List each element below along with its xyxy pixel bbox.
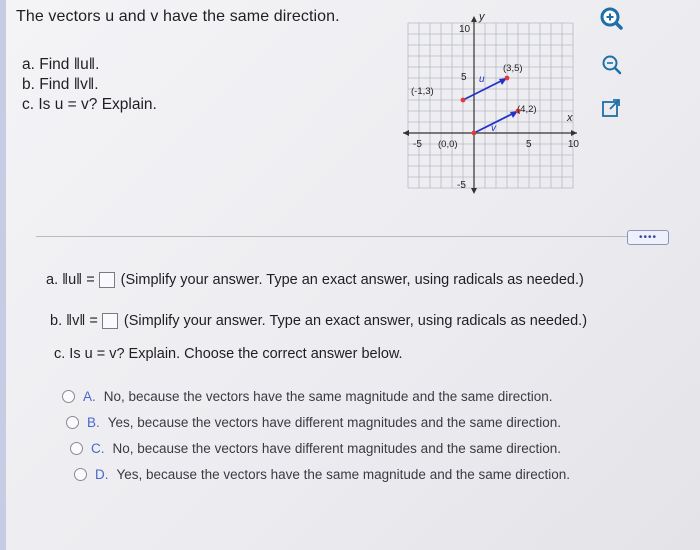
- question-part-text: Is u = v? Explain.: [38, 96, 157, 113]
- question-part-letter: b.: [22, 76, 35, 93]
- question-part-letter: a.: [22, 56, 35, 73]
- answer-hint: (Simplify your answer. Type an exact answer, using radicals as needed.): [120, 272, 584, 288]
- question-part-letter: c.: [22, 96, 35, 113]
- point-label: (0,0): [438, 139, 458, 150]
- question-part-b: [22, 76, 99, 94]
- option-text: Yes, because the vectors have the same magnitude and the same direction.: [116, 467, 571, 482]
- x-axis-arrow-left: [403, 130, 409, 136]
- option-letter: A.: [83, 389, 96, 404]
- radio-button[interactable]: [66, 416, 79, 429]
- point-label: (-1,3): [411, 86, 434, 97]
- question-part-text: Find ‖u‖.: [39, 56, 100, 73]
- answer-part-b: [50, 313, 587, 329]
- answer-input-b[interactable]: [102, 313, 118, 329]
- option-b[interactable]: [66, 415, 561, 430]
- y-tick-10: 10: [459, 24, 471, 35]
- y-tick-neg5: -5: [457, 180, 466, 191]
- section-divider: [36, 236, 636, 237]
- y-axis-label: y: [479, 11, 485, 23]
- x-axis-arrow-right: [571, 130, 577, 136]
- option-letter: C.: [91, 441, 105, 456]
- point-origin: [472, 131, 477, 136]
- radio-button[interactable]: [62, 390, 75, 403]
- radio-button[interactable]: [70, 442, 83, 455]
- question-part-c: [22, 96, 157, 114]
- point-neg1-3: [461, 98, 466, 103]
- point-3-5: [505, 76, 510, 81]
- option-text: Yes, because the vectors have different magnitudes and the same direction.: [107, 415, 562, 430]
- answer-label: a. ‖u‖ =: [46, 272, 95, 288]
- zoom-in-icon: [598, 5, 624, 31]
- question-panel: [6, 0, 700, 238]
- y-tick-5: 5: [461, 72, 467, 83]
- vector-v-label: v: [491, 123, 496, 134]
- option-text: No, because the vectors have different magnitudes and the same direction.: [112, 441, 562, 456]
- x-tick-neg5: -5: [413, 139, 422, 150]
- question-part-a: [22, 56, 99, 74]
- y-axis-arrow-down: [471, 188, 477, 194]
- zoom-out-icon: [599, 52, 623, 76]
- vector-u-label: u: [479, 74, 485, 85]
- point-label: (4,2): [517, 104, 537, 115]
- option-a[interactable]: [62, 389, 553, 404]
- y-axis-arrow-up: [471, 16, 477, 22]
- question-title: The vectors u and v have the same direction.: [16, 8, 340, 25]
- zoom-out-button[interactable]: [597, 50, 625, 78]
- radio-button[interactable]: [74, 468, 87, 481]
- popout-button[interactable]: [597, 94, 625, 122]
- answer-hint: (Simplify your answer. Type an exact answer, using radicals as needed.): [123, 313, 588, 329]
- x-axis-label: x: [567, 112, 573, 124]
- option-d[interactable]: [74, 467, 570, 482]
- option-letter: B.: [87, 415, 100, 430]
- x-tick-5: 5: [526, 139, 532, 150]
- answer-part-c: [54, 346, 403, 362]
- option-c[interactable]: [70, 441, 561, 456]
- option-letter: D.: [95, 467, 109, 482]
- point-label: (3,5): [503, 63, 523, 74]
- question-part-text: Find ‖v‖.: [39, 76, 99, 93]
- graph-grid: [408, 23, 573, 188]
- answer-part-a: [46, 272, 584, 288]
- answer-label: c. Is u = v? Explain. Choose the correct answer below.: [54, 346, 403, 362]
- option-text: No, because the vectors have the same magnitude and the same direction.: [103, 389, 553, 404]
- vector-graph: [395, 4, 585, 194]
- popout-icon: [600, 97, 622, 119]
- answer-input-a[interactable]: [99, 272, 115, 288]
- zoom-in-button[interactable]: [597, 4, 625, 32]
- expand-more-button[interactable]: ••••: [627, 230, 669, 245]
- answer-label: b. ‖v‖ =: [50, 313, 98, 329]
- x-tick-10: 10: [567, 139, 579, 150]
